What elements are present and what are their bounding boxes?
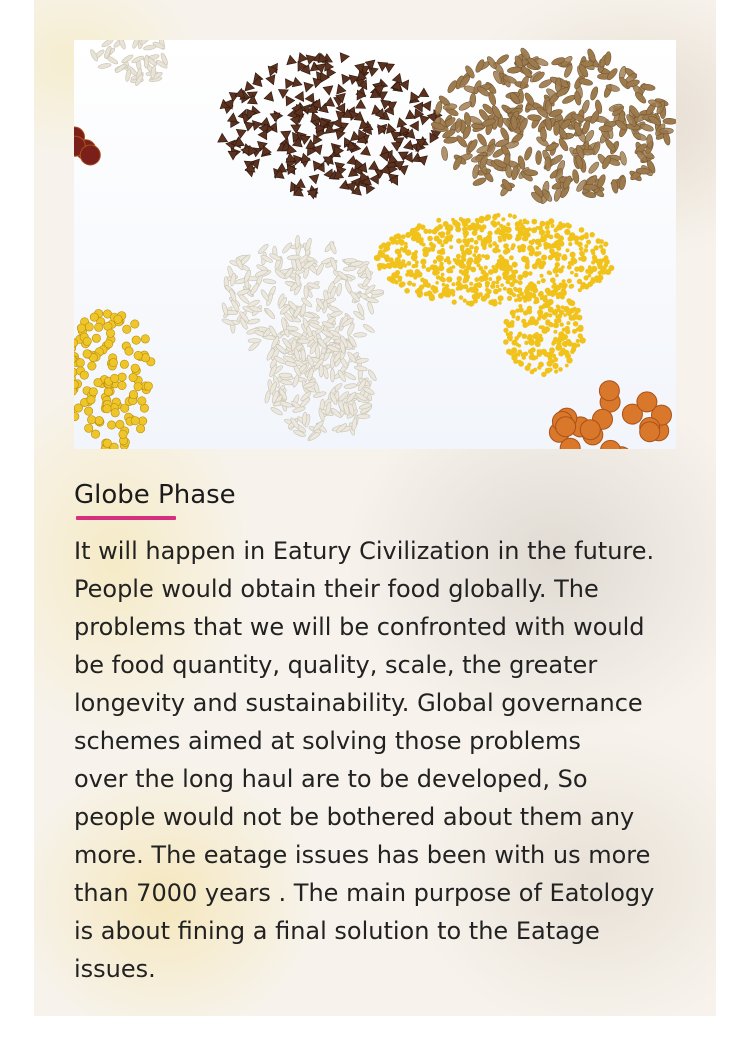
body-line: be food quantity, quality, scale, the greater [74, 651, 598, 679]
body-line: problems that we will be confronted with would [74, 613, 645, 641]
grain-world-map-illustration [74, 40, 676, 449]
body-line: than 7000 years . The main purpose of Eatology [74, 879, 655, 907]
body-paragraph [74, 532, 714, 988]
body-line: issues. [74, 955, 156, 983]
title-underline [76, 516, 176, 520]
body-line: people would not be bothered about them any [74, 803, 635, 831]
body-line: more. The eatage issues has been with us more [74, 841, 651, 869]
body-line: schemes aimed at solving those problems [74, 727, 581, 755]
body-line: People would obtain their food globally. The [74, 575, 599, 603]
grain-world-map-image [74, 40, 676, 449]
body-line: longevity and sustainability. Global governance [74, 689, 643, 717]
body-line: is about fining a final solution to the Eatage [74, 917, 600, 945]
body-line: over the long haul are to be developed, So [74, 765, 588, 793]
section-title: Globe Phase [74, 480, 236, 510]
body-line: It will happen in Eatury Civilization in the future. [74, 537, 655, 565]
